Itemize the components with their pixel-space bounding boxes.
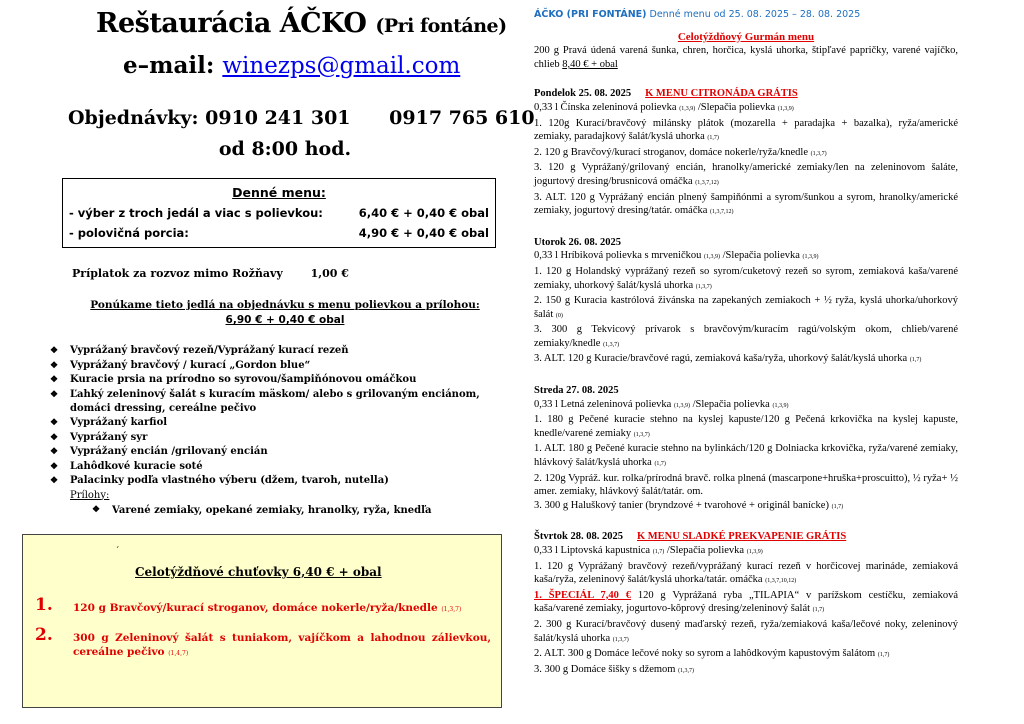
weekly-special-item xyxy=(35,595,491,617)
diamond-bullet-icon: ❖ xyxy=(50,447,59,457)
allergens: (1,3,9) xyxy=(746,549,763,555)
allergens: (0) xyxy=(555,312,563,319)
day-section xyxy=(534,530,958,678)
diamond-bullet-icon: ❖ xyxy=(50,476,59,486)
phone-2: 0917 765 610 xyxy=(389,107,535,129)
allergens: (1,7) xyxy=(654,461,666,468)
allergens: (1,4,7) xyxy=(168,650,189,657)
email-line xyxy=(123,52,460,79)
orders-line xyxy=(68,107,535,129)
day-special: K MENU CITRONÁDA GRÁTIS xyxy=(645,88,798,100)
email-link[interactable]: winezps@gmail.com xyxy=(222,53,461,79)
menu-line: 1. 120g Kurací/bravčový milánsky plátok (mozarella + paradajka + bazalka), ryža/americké zemiaky, paradajkový šalát/kyslá uhorka (1,7) xyxy=(534,117,958,143)
allergens: (1,7) xyxy=(909,357,922,364)
menu-line: 0,33 l Liptovská kapustnica (1,7) /Slepačia polievka (1,3,9) xyxy=(534,545,763,556)
day-section xyxy=(534,87,958,219)
diamond-bullet-icon: ❖ xyxy=(50,375,59,385)
list-item: ❖ Vyprážaný bravčový / kurací „Gordon blue“ xyxy=(50,359,311,371)
diamond-bullet-icon: ❖ xyxy=(50,418,59,428)
allergens: (1,3,9) xyxy=(673,402,690,409)
diamond-bullet-icon: ❖ xyxy=(50,432,59,443)
allergens: (1,3,9) xyxy=(679,105,696,112)
diamond-bullet-icon: ❖ xyxy=(92,504,101,515)
list-item: ❖ Vyprážaný bravčový rezeň/Vyprážaný kurací rezeň xyxy=(50,345,349,356)
list-item: ❖ Vyprážaný syr xyxy=(50,431,148,443)
allergens: (1,3,9) xyxy=(802,254,819,261)
allergens: (1,3,7) xyxy=(633,431,650,438)
restaurant-title xyxy=(96,8,507,39)
stray-mark: ´ xyxy=(115,547,120,557)
phone-1: 0910 241 301 xyxy=(205,107,351,129)
restaurant-subname: (Pri fontáne) xyxy=(375,15,507,37)
menu-heading-name: ÁČKO (PRI FONTÁNE) xyxy=(534,9,647,20)
diamond-bullet-icon: ❖ xyxy=(50,389,59,400)
day-section xyxy=(534,236,958,368)
weekly-specials-box xyxy=(22,534,502,708)
menu-line: 2. 150 g Kuracia kastrólová živánska na zapekaných zemiakoch + ½ ryža, kyslá uhorka/uhorkový šalát (0) xyxy=(534,295,958,320)
day-section xyxy=(534,384,958,514)
item-text: 120 g Bravčový/kurací stroganov, domáce nokerle/ryža/knedle xyxy=(73,602,438,614)
day-title: Streda 27. 08. 2025 xyxy=(534,385,619,397)
menu-line: 3. ALT. 120 g Vyprážaný encián plnený šampiňónmi a syrom/šunkou a syrom, hranolky/americké zemiaky, jogurtový dresing/tatár. omáčka (1,3,7,12) xyxy=(534,191,958,217)
menu-line: 0,33 l Letná zeleninová polievka (1,3,9) /Slepačia polievka (1,3,9) xyxy=(534,398,789,410)
item-text: 300 g Zeleninový šalát s tuniakom, vajíčkom a lahodnou zálievkou, cereálne pečivo xyxy=(73,632,491,658)
allergens: (1,3,9) xyxy=(772,402,789,409)
weekly-specials-title: Celotýždňové chuťovky 6,40 € + obal xyxy=(135,565,382,579)
orders-label: Objednávky: xyxy=(68,107,199,129)
menu-line: 3. ALT. 120 g Kuracie/bravčové ragú, zemiaková kaša/ryža, uhorkový šalát/kyslá uhorka (1,7) xyxy=(534,353,922,365)
allergens: (1,3,9) xyxy=(777,105,794,112)
gourmet-text: 200 g Pravá údená varená šunka, chren, horčica, kyslá uhorka, štipľavé papričky, varené vajíčko, chlieb 8,40 € + obal xyxy=(534,45,958,70)
list-item: ❖ Kuracie prsia na prírodno so syrovou/šampiňónovou omáčkou xyxy=(50,374,417,385)
day-special: K MENU SLADKÉ PREKVAPENIE GRÁTIS xyxy=(636,531,847,543)
menu-line: 1. 180 g Pečené kuracie stehno na kyslej kapuste/120 g Pečená krkovička na kyslej kapuste, knedle/varené zemiaky (1,3,7) xyxy=(534,414,958,439)
special-price: 1. ŠPECIÁL 7,40 € xyxy=(534,589,631,601)
item-number: 1. xyxy=(35,595,53,615)
menu-line: 0,33 l Hríbiková polievka s mrveničkou (1,3,9) /Slepačia polievka (1,3,9) xyxy=(534,250,819,262)
diamond-bullet-icon: ❖ xyxy=(50,461,59,472)
allergens: (1,3,7,12) xyxy=(695,179,719,186)
order-hours: od 8:00 hod. xyxy=(218,138,352,160)
allergens: (1,3,7) xyxy=(678,667,695,674)
allergens: (1,7) xyxy=(877,652,890,659)
list-item: ❖ Lahôdkové kuracie soté xyxy=(50,460,203,472)
email-label: e–mail: xyxy=(123,52,215,79)
daily-menu-label: - polovičná porcia: xyxy=(69,226,189,240)
day-title: Utorok 26. 08. 2025 xyxy=(534,236,622,248)
allergens: (1,3,7) xyxy=(695,283,712,290)
allergens: (1,3,7,12) xyxy=(710,209,734,216)
item-number: 2. xyxy=(35,625,53,645)
weekly-special-item xyxy=(35,625,491,661)
daily-menu-row xyxy=(63,206,495,220)
daily-menu-title: Denné menu: xyxy=(232,185,326,200)
diamond-bullet-icon: ❖ xyxy=(50,346,59,356)
allergens: (1,7) xyxy=(652,549,665,555)
menu-heading-dates: Denné menu od 25. 08. 2025 – 28. 08. 2025 xyxy=(646,9,861,20)
list-item: ❖ Vyprážaný karfiol xyxy=(50,417,168,428)
daily-menu-price: 4,90 € + 0,40 € obal xyxy=(358,226,489,240)
delivery-surcharge xyxy=(72,267,349,280)
dish-list xyxy=(50,344,490,518)
allergens: (1,3,7,10,12) xyxy=(765,578,797,585)
menu-line: 1. 120 g Vyprážaný bravčový rezeň/vyprážaný kurací rezeň v horčicovej marináde, zemiaková kaša/ryža, zeleninový šalát/kyslá uhorka/tatár. omáčka (1,3,7,10,12) xyxy=(534,560,958,586)
list-item: ❖ Vyprážaný encián /grilovaný encián xyxy=(50,446,268,457)
day-title: Štvrtok 28. 08. 2025 K MENU SLADKÉ PREKVAPENIE GRÁTIS xyxy=(534,531,847,543)
daily-menu-label: - výber z troch jedál a viac s polievkou: xyxy=(69,206,323,220)
list-item: ❖ Ľahký zeleninový šalát s kuracím mäskom/ alebo s grilovaným enciánom, domáci dressing, cereálne pečivo xyxy=(50,388,480,414)
daily-menu-box xyxy=(62,178,496,248)
menu-line: 2. ALT. 300 g Domáce lečové noky so syrom a lahôdkovým kapustovým šalátom (1,7) xyxy=(534,648,890,660)
menu-line: 3. 300 g Haluškový tanier (bryndzové + tvarohové + originál banícke) (1,7) xyxy=(534,499,844,511)
menu-line: 3. 120 g Vyprážaný/grilovaný encián, hranolky/americké zemiaky/len na zeleninovom šaláte, jogurtový dresing/brusnicová omáčka (1,3,7,12) xyxy=(534,162,958,187)
menu-line: 3. 300 g Domáce šišky s džemom (1,3,7) xyxy=(534,663,695,675)
diamond-bullet-icon: ❖ xyxy=(50,360,59,371)
restaurant-name: Reštaurácia ÁČKO xyxy=(96,8,367,39)
menu-line: 1. ALT. 180 g Pečené kuracie stehno na bylinkách/120 g Dolniacka krkovička, ryža/varené zemiaky, hlávkový šalát/kyslá uhorka (1,7) xyxy=(534,443,958,469)
gourmet-title: Celotýždňový Gurmán menu xyxy=(677,30,815,43)
menu-line: 0,33 l Čínska zeleninová polievka (1,3,9) /Slepačia polievka (1,3,9) xyxy=(534,101,794,113)
surcharge-value: 1,00 € xyxy=(310,267,349,280)
weekly-menu-column xyxy=(534,8,958,678)
allergens: (1,7) xyxy=(831,503,844,510)
allergens: (1,3,7) xyxy=(612,636,629,643)
offer-text: Ponúkame tieto jedlá na objednávku s menu polievkou a prílohou: xyxy=(90,299,480,311)
order-offer xyxy=(90,298,480,328)
sides-label: Prílohy: xyxy=(70,489,110,501)
menu-heading xyxy=(534,8,958,22)
allergens: (1,3,7) xyxy=(441,606,462,613)
day-title: Pondelok 25. 08. 2025 K MENU CITRONÁDA GRÁTIS xyxy=(534,88,798,100)
menu-line: 3. 300 g Tekvicový prívarok s bravčovým/kuracím ragú/volským okom, chlieb/varené zemiaky/knedle (1,3,7) xyxy=(534,324,958,349)
daily-menu-price: 6,40 € + 0,40 € obal xyxy=(358,206,489,220)
menu-line: 2. 120 g Bravčový/kurací stroganov, domáce nokerle/ryža/knedle (1,3,7) xyxy=(534,146,827,158)
menu-line: 1. ŠPECIÁL 7,40 € 120 g Vyprážaná ryba „TILAPIA“ v parížskom cestíčku, zemiaková kaša/varené zemiaky, jogurtovo-kôprový dresing/zeleninový šalát (1,7) xyxy=(534,589,958,615)
sides-item: ❖ Varené zemiaky, opekané zemiaky, hranolky, ryža, knedľa xyxy=(92,504,432,516)
allergens: (1,7) xyxy=(812,607,825,614)
allergens: (1,3,9) xyxy=(704,254,721,261)
offer-price: 6,90 € + 0,40 € obal xyxy=(225,314,345,326)
menu-line: 2. 120g Vypráž. kur. rolka/prírodná bravč. rolka plnená (mascarpone+hruška+proscuitto), ½ ryža+ ½ amer. zemiaky, hlávkový šalát/tatár. om. xyxy=(534,472,958,498)
allergens: (1,3,7) xyxy=(810,150,827,157)
allergens: (1,3,7) xyxy=(603,341,620,348)
surcharge-label: Príplatok za rozvoz mimo Rožňavy xyxy=(72,267,283,280)
gourmet-price: 8,40 € + obal xyxy=(562,58,618,70)
menu-line: 2. 300 g Kurací/bravčový dusený maďarský rezeň, ryža/zemiaková kaša/lečové noky, zeleninový šalát/kyslá uhorka (1,3,7) xyxy=(534,618,958,644)
daily-menu-row xyxy=(63,226,495,240)
allergens: (1,7) xyxy=(707,135,719,142)
menu-line: 1. 120 g Holandský vyprážaný rezeň so syrom/cuketový rezeň so syrom, zemiaková kaša/varené zemiaky, uhorkový šalát/kyslá uhorka (1,3,7) xyxy=(534,265,958,291)
list-item: ❖ Palacinky podľa vlastného výberu (džem, tvaroh, nutella) xyxy=(50,475,389,486)
